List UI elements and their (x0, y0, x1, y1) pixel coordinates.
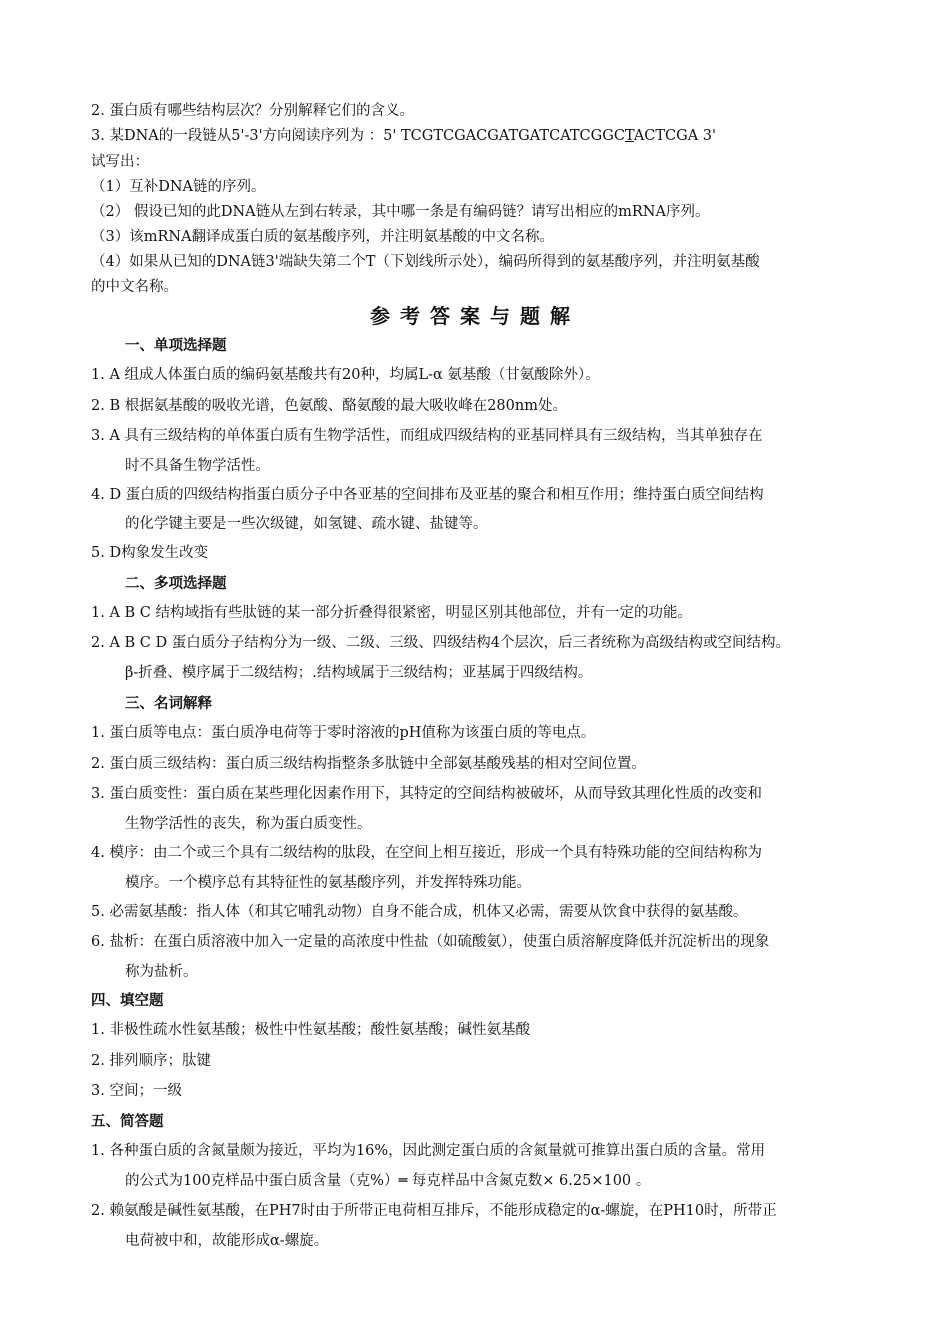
answers-title: 参考答案与题解 (370, 304, 580, 328)
s3-answer-3-cont: 生物学活性的丧失，称为蛋白质变性。 (125, 816, 372, 832)
s1-answer-2: 2. B 根据氨基酸的吸收光谱，色氨酸、酪氨酸的最大吸收峰在280nm处。 (91, 398, 567, 414)
question-3 (91, 126, 890, 146)
s4-answer-1: 1. 非极性疏水性氨基酸；极性中性氨基酸；酸性氨基酸；碱性氨基酸 (91, 1022, 530, 1038)
s2-answer-2-cont: β-折叠、模序属于二级结构；.结构域属于三级结构；亚基属于四级结构。 (125, 665, 593, 681)
s5-answer-1-cont: 的公式为100克样品中蛋白质含量（克%）═ 每克样品中含氮克数× 6.25×100 。 (125, 1173, 651, 1189)
question-3-part-3: （3）该mRNA翻译成蛋白质的氨基酸序列，并注明氨基酸的中文名称。 (91, 229, 555, 245)
s1-answer-4: 4. D 蛋白质的四级结构指蛋白质分子中各亚基的空间排布及亚基的聚合和相互作用；维持蛋白质空间结构 (91, 487, 764, 503)
s3-answer-4-cont: 模序。一个模序总有其特征性的氨基酸序列，并发挥特殊功能。 (125, 875, 531, 891)
section-1-heading: 一、单项选择题 (125, 337, 227, 354)
s5-answer-2: 2. 赖氨酸是碱性氨基酸，在PH7时由于所带正电荷相互排斥，不能形成稳定的α-螺旋，在PH10时，所带正 (91, 1203, 777, 1219)
s3-answer-6-cont: 称为盐析。 (125, 964, 198, 980)
section-2-heading: 二、多项选择题 (125, 575, 227, 592)
section-3-heading: 三、名词解释 (125, 695, 212, 712)
s5-answer-1: 1. 各种蛋白质的含氮量颇为接近，平均为16%，因此测定蛋白质的含氮量就可推算出蛋白质的含量。常用 (91, 1143, 766, 1159)
underlined-base: T (624, 128, 634, 144)
s1-answer-4-cont: 的化学键主要是一些次级键，如氢键、疏水键、盐键等。 (125, 516, 488, 532)
s5-answer-2-cont: 电荷被中和，故能形成α-螺旋。 (125, 1233, 329, 1249)
question-3-prefix: 3. 某DNA的一段链从5'-3'方向阅读序列为 ：5' TCGTCGACGATGATCATCGGC (91, 128, 625, 144)
question-3-part-4: （4）如果从已知的DNA链3'端缺失第二个T（下划线所示处），编码所得到的氨基酸序列，并注明氨基酸 (91, 254, 760, 270)
section-4-heading: 四、填空题 (91, 992, 164, 1009)
s1-answer-3-cont: 时不具备生物学活性。 (125, 458, 270, 474)
s3-answer-3: 3. 蛋白质变性：蛋白质在某些理化因素作用下，其特定的空间结构被破坏，从而导致其理化性质的改变和 (91, 786, 762, 802)
s3-answer-6: 6. 盐析：在蛋白质溶液中加入一定量的高浓度中性盐（如硫酸氨），使蛋白质溶解度降低并沉淀析出的现象 (91, 934, 770, 950)
section-5-heading: 五、简答题 (91, 1113, 164, 1130)
question-3-part-2: （2） 假设已知的此DNA链从左到右转录，其中哪一条是有编码链？请写出相应的mRNA序列。 (91, 204, 710, 220)
question-3-instruction: 试写出： (91, 154, 149, 170)
s1-answer-3: 3. A 具有三级结构的单体蛋白质有生物学活性，而组成四级结构的亚基同样具有三级结构，当其单独存在 (91, 428, 763, 444)
s2-answer-1: 1. A B C 结构域指有些肽链的某一部分折叠得很紧密，明显区别其他部位，并有一定的功能。 (91, 605, 692, 621)
question-2: 2. 蛋白质有哪些结构层次？分别解释它们的含义。 (91, 103, 414, 119)
s4-answer-3: 3. 空间；一级 (91, 1083, 182, 1099)
question-3-part-4-cont: 的中文名称。 (91, 279, 178, 295)
s3-answer-5: 5. 必需氨基酸：指人体（和其它哺乳动物）自身不能合成，机体又必需，需要从饮食中获得的氨基酸。 (91, 904, 748, 920)
s3-answer-1: 1. 蛋白质等电点：蛋白质净电荷等于零时溶液的pH值称为该蛋白质的等电点。 (91, 725, 596, 741)
s1-answer-1: 1. A 组成人体蛋白质的编码氨基酸共有20种，均属L-α 氨基酸（甘氨酸除外）。 (91, 367, 600, 383)
question-3-suffix: ACTCGA 3' (633, 128, 717, 144)
s1-answer-5: 5. D构象发生改变 (91, 545, 209, 561)
s4-answer-2: 2. 排列顺序；肽键 (91, 1053, 211, 1069)
s3-answer-4: 4. 模序：由二个或三个具有二级结构的肽段，在空间上相互接近，形成一个具有特殊功能的空间结构称为 (91, 845, 762, 861)
s2-answer-2: 2. A B C D 蛋白质分子结构分为一级、二级、三级、四级结构4个层次，后三者统称为高级结构或空间结构。 (91, 635, 790, 651)
s3-answer-2: 2. 蛋白质三级结构：蛋白质三级结构指整条多肽链中全部氨基酸残基的相对空间位置。 (91, 756, 646, 772)
question-3-part-1: （1）互补DNA链的序列。 (91, 179, 266, 195)
